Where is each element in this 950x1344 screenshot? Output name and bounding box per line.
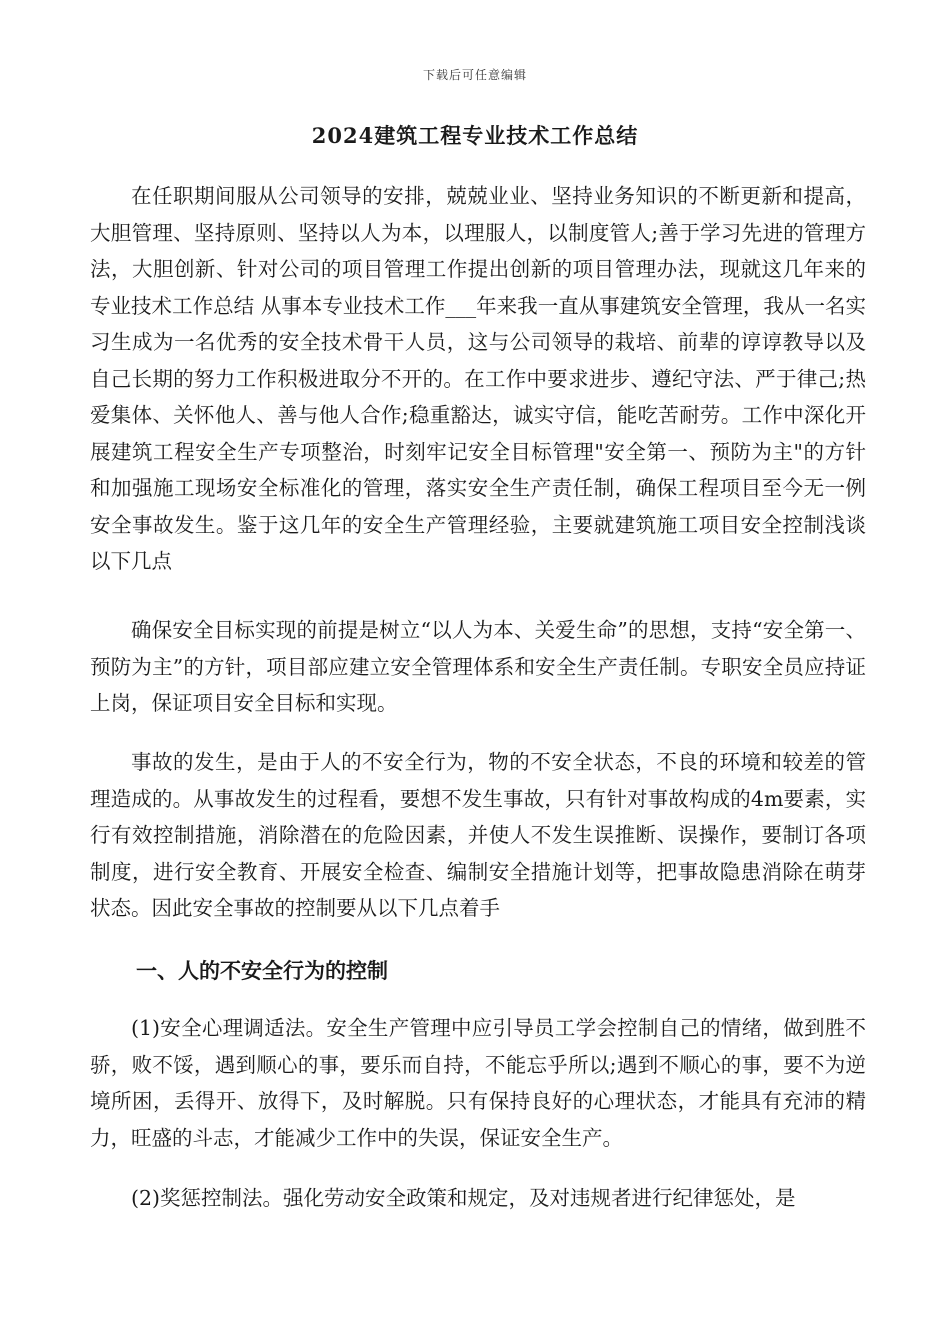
paragraph-accident-causes: 事故的发生，是由于人的不安全行为，物的不安全状态，不良的环境和较差的管理造成的。从事故发生的过程看，要想不发生事故，只有针对事故构成的4m要素，实行有效控制措施，消除潜在的危险因素，并使人不发生误推断、误操作，要制订各项制度，进行安全教育、开展安全检查、编制安全措施计划等，把事故隐患消除在萌芽状态。因此安全事故的控制要从以下几点着手	[90, 750, 866, 920]
paragraph-reward-punishment: (2)奖惩控制法。强化劳动安全政策和规定，及对违规者进行纪律惩处，是	[131, 1186, 796, 1210]
paragraph-safety-goal: 确保安全目标实现的前提是树立“以人为本、关爱生命”的思想，支持“安全第一、预防为主”的方针，项目部应建立安全管理体系和安全生产责任制。专职安全员应持证上岗，保证项目安全目标和实现。	[90, 618, 866, 715]
document-title: 2024建筑工程专业技术工作总结	[311, 123, 639, 148]
section-heading: 一、人的不安全行为的控制	[136, 958, 388, 983]
paragraph-intro: 在任职期间服从公司领导的安排，兢兢业业、坚持业务知识的不断更新和提高，大胆管理、坚持原则、坚持以人为本，以理服人，以制度管人;善于学习先进的管理方法，大胆创新、针对公司的项目管理工作提出创新的项目管理办法，现就这几年来的专业技术工作总结 从事本专业技术工作___年来我一直从事建筑安全管理，我从一名实习生成为一名优秀的安全技术骨干人员，这与公司领导的栽培、前辈的谆谆教导以及自己长期的努力工作积极进取分不开的。在工作中要求进步、遵纪守法、严于律己;热爱集体、关怀他人、善与他人合作;稳重豁达，诚实守信，能吃苦耐劳。工作中深化开展建筑工程安全生产专项整治，时刻牢记安全目标管理"安全第一、预防为主"的方针和加强施工现场安全标准化的管理，落实安全生产责任制，确保工程项目至今无一例安全事故发生。鉴于这几年的安全生产管理经验，主要就建筑施工项目安全控制浅谈以下几点	[90, 184, 866, 573]
paragraph-psychological-method: (1)安全心理调适法。安全生产管理中应引导员工学会控制自己的情绪，做到胜不骄，败不馁，遇到顺心的事，要乐而自持，不能忘乎所以;遇到不顺心的事，要不为逆境所困，丢得开、放得下，及时解脱。只有保持良好的心理状态，才能具有充沛的精力，旺盛的斗志，才能减少工作中的失误，保证安全生产。	[90, 1016, 866, 1150]
header-note: 下载后可任意编辑	[422, 68, 527, 82]
